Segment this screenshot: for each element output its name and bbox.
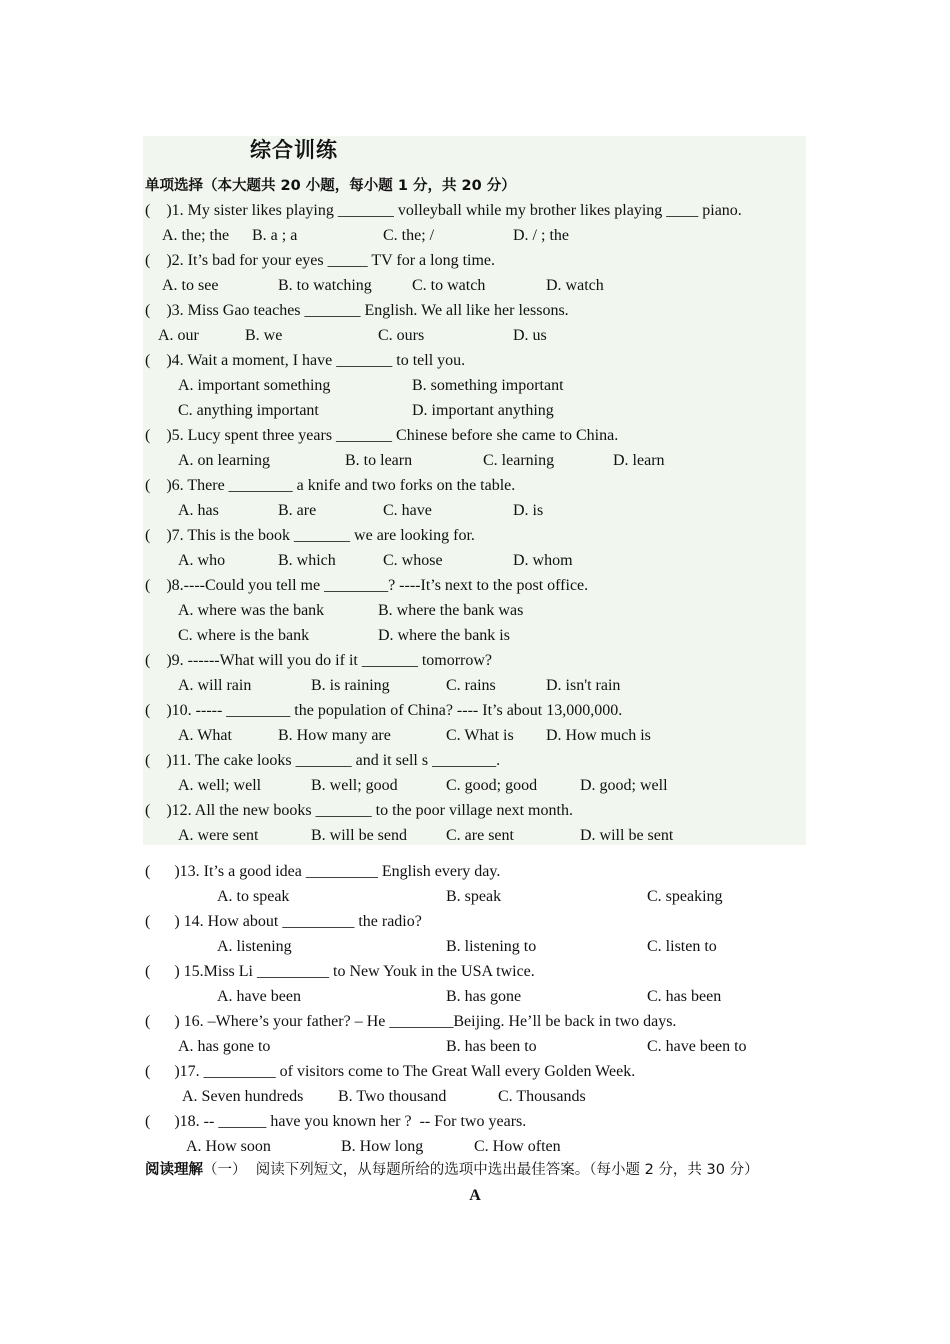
option: A. who bbox=[178, 552, 226, 569]
option: A. has gone to bbox=[178, 1038, 271, 1055]
option: A. to see bbox=[162, 277, 219, 294]
question-stem: ( )10. ----- ________ the population of China? ---- It’s about 13,000,000. bbox=[145, 702, 623, 719]
question-stem: ( )1. My sister likes playing _______ volleyball while my brother likes playing ____ piano. bbox=[145, 202, 742, 219]
option: B. How many are bbox=[278, 727, 391, 744]
option: A. How soon bbox=[186, 1138, 271, 1155]
option: C. anything important bbox=[178, 402, 319, 419]
option: C. where is the bank bbox=[178, 627, 310, 644]
option: A. the; the bbox=[162, 227, 230, 244]
option: B. will be send bbox=[311, 827, 407, 844]
option: D. How much is bbox=[546, 727, 651, 744]
option: A. What bbox=[178, 727, 232, 744]
option: C. the; / bbox=[383, 227, 435, 244]
option: A. on learning bbox=[178, 452, 270, 469]
option: B. Two thousand bbox=[338, 1088, 447, 1105]
question-stem: ( )13. It’s a good idea _________ English every day. bbox=[145, 863, 501, 880]
option: D. where the bank is bbox=[378, 627, 510, 644]
question-stem: ( ) 15.Miss Li _________ to New Youk in the USA twice. bbox=[145, 963, 535, 980]
reading-label: 阅读理解 bbox=[145, 1162, 203, 1178]
option: C. What is bbox=[446, 727, 514, 744]
option: B. to learn bbox=[345, 452, 413, 469]
question-stem: ( )17. _________ of visitors come to The Great Wall every Golden Week. bbox=[145, 1063, 636, 1080]
option: D. us bbox=[513, 327, 547, 344]
option: B. is raining bbox=[311, 677, 390, 694]
option: A. Seven hundreds bbox=[182, 1088, 304, 1105]
option: B. has gone bbox=[446, 988, 522, 1005]
option: B. a ; a bbox=[252, 227, 298, 244]
option: B. which bbox=[278, 552, 336, 569]
reading-instructions: （一） 阅读下列短文，从每题所给的选项中选出最佳答案。（每小题 2 分，共 30 分） bbox=[203, 1162, 759, 1178]
option: C. has been bbox=[647, 988, 722, 1005]
question-stem: ( )5. Lucy spent three years _______ Chinese before she came to China. bbox=[145, 427, 619, 444]
passage-label: A bbox=[469, 1187, 481, 1204]
option: C. Thousands bbox=[498, 1088, 586, 1105]
option: B. where the bank was bbox=[378, 602, 524, 619]
question-stem: ( ) 16. –Where’s your father? – He ________Beijing. He’ll be back in two days. bbox=[145, 1013, 677, 1030]
option: B. are bbox=[278, 502, 317, 519]
question-stem: ( )11. The cake looks _______ and it sell s ________. bbox=[145, 752, 501, 769]
question-stem: ( )9. ------What will you do if it _______ tomorrow? bbox=[145, 652, 493, 669]
option: C. good; good bbox=[446, 777, 538, 794]
option: D. important anything bbox=[412, 402, 554, 419]
option: A. has bbox=[178, 502, 219, 519]
question-stem: ( )8.----Could you tell me ________? ----It’s next to the post office. bbox=[145, 577, 589, 594]
option: D. / ; the bbox=[513, 227, 569, 244]
option: A. our bbox=[158, 327, 199, 344]
option: B. listening to bbox=[446, 938, 537, 955]
option: A. have been bbox=[217, 988, 301, 1005]
option: D. is bbox=[513, 502, 544, 519]
section-heading: 单项选择（本大题共 20 小题，每小题 1 分，共 20 分） bbox=[145, 178, 516, 194]
option: C. speaking bbox=[647, 888, 723, 905]
option: A. where was the bank bbox=[178, 602, 325, 619]
question-stem: ( )18. -- ______ have you known her ? -- For two years. bbox=[145, 1113, 527, 1130]
option: D. watch bbox=[546, 277, 604, 294]
option: B. has been to bbox=[446, 1038, 537, 1055]
option: C. whose bbox=[383, 552, 443, 569]
option: A. listening bbox=[217, 938, 292, 955]
option: B. How long bbox=[341, 1138, 424, 1155]
option: C. How often bbox=[474, 1138, 561, 1155]
page-title: 综合训练 bbox=[250, 138, 338, 162]
option: C. to watch bbox=[412, 277, 486, 294]
reading-heading bbox=[145, 1160, 759, 1180]
question-stem: ( )2. It’s bad for your eyes _____ TV for a long time. bbox=[145, 252, 496, 269]
option: A. were sent bbox=[178, 827, 259, 844]
option: C. learning bbox=[483, 452, 555, 469]
option: C. listen to bbox=[647, 938, 717, 955]
question-stem: ( )3. Miss Gao teaches _______ English. We all like her lessons. bbox=[145, 302, 569, 319]
option: D. whom bbox=[513, 552, 573, 569]
option: D. good; well bbox=[580, 777, 668, 794]
question-stem: ( )7. This is the book _______ we are looking for. bbox=[145, 527, 475, 544]
question-stem: ( ) 14. How about _________ the radio? bbox=[145, 913, 422, 930]
option: D. isn't rain bbox=[546, 677, 621, 694]
option: A. will rain bbox=[178, 677, 252, 694]
option: D. will be sent bbox=[580, 827, 674, 844]
option: B. to watching bbox=[278, 277, 372, 294]
option: C. have bbox=[383, 502, 432, 519]
option: C. ours bbox=[378, 327, 425, 344]
question-stem: ( )12. All the new books _______ to the poor village next month. bbox=[145, 802, 573, 819]
option: D. learn bbox=[613, 452, 665, 469]
option: A. important something bbox=[178, 377, 331, 394]
option: C. are sent bbox=[446, 827, 514, 844]
question-stem: ( )4. Wait a moment, I have _______ to tell you. bbox=[145, 352, 466, 369]
option: B. speak bbox=[446, 888, 502, 905]
option: C. have been to bbox=[647, 1038, 747, 1055]
option: A. to speak bbox=[217, 888, 290, 905]
option: B. something important bbox=[412, 377, 564, 394]
question-stem: ( )6. There ________ a knife and two forks on the table. bbox=[145, 477, 516, 494]
option: B. we bbox=[245, 327, 283, 344]
option: B. well; good bbox=[311, 777, 398, 794]
option: A. well; well bbox=[178, 777, 262, 794]
option: C. rains bbox=[446, 677, 496, 694]
